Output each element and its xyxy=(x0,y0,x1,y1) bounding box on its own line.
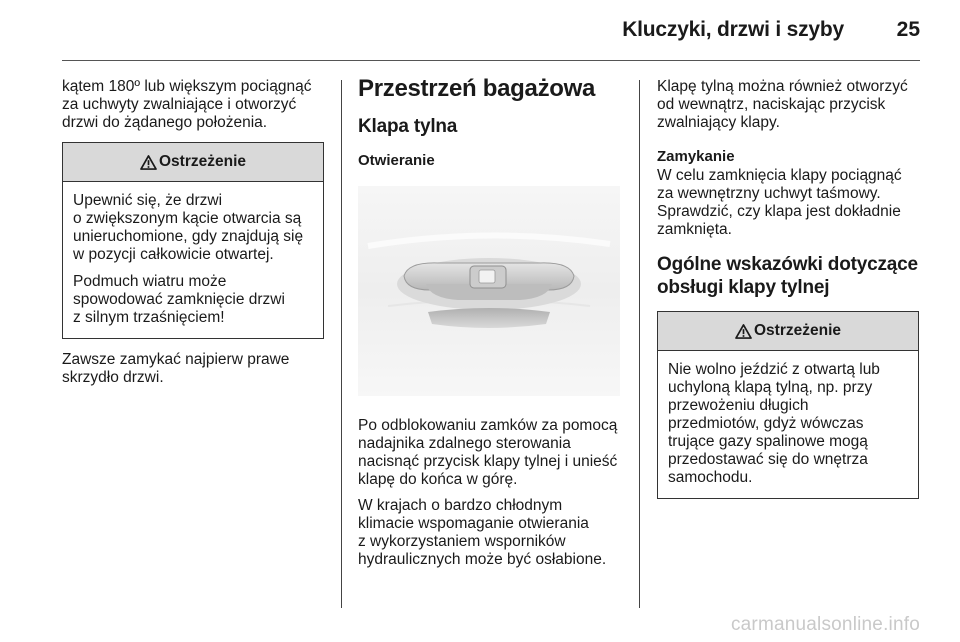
warning-header xyxy=(658,312,918,351)
header-rule xyxy=(62,60,920,61)
subsection-title: Ogólne wskazówki dotyczące obsługi klapy tylnej xyxy=(657,254,918,298)
warning-title: Ostrzeżenie xyxy=(158,153,246,170)
column-middle xyxy=(358,76,620,577)
column-divider xyxy=(341,80,342,608)
section-title: Przestrzeń bagażowa xyxy=(358,75,596,102)
minor-heading: Otwieranie xyxy=(358,152,435,169)
intro-paragraph: kątem 180º lub większym pociągnąć za uchwyty zwalniające i otworzyć drzwi do żądanego położenia. xyxy=(62,78,312,131)
column-divider xyxy=(639,80,640,608)
warning-paragraph: Upewnić się, że drzwi o zwiększonym kącie otwarcia są unieruchomione, gdy znajdują się w pozycji całkowicie otwartej. xyxy=(73,192,304,263)
body-paragraph: Klapę tylną można również otworzyć od wewnątrz, naciskając przycisk zwalniający klapy. xyxy=(657,78,908,131)
outro-paragraph: Zawsze zamykać najpierw prawe skrzydło drzwi. xyxy=(62,351,290,386)
warning-triangle-icon xyxy=(140,155,157,170)
minor-heading: Zamykanie xyxy=(657,148,735,165)
body-paragraph: W krajach o bardzo chłodnym klimacie wspomaganie otwierania z wykorzystaniem wsporników hydraulicznych może być osłabione. xyxy=(358,497,607,568)
warning-header xyxy=(63,143,323,182)
warning-paragraph: Podmuch wiatru może spowodować zamknięcie drzwi z silnym trzaśnięciem! xyxy=(73,273,285,326)
watermark: carmanualsonline.info xyxy=(730,614,920,635)
page-number: 25 xyxy=(896,18,920,41)
warning-box xyxy=(62,142,324,339)
body-paragraph: W celu zamknięcia klapy pociągnąć za wewnętrzny uchwyt taśmowy. Sprawdzić, czy klapa jest dokładnie zamknięta. xyxy=(657,167,902,238)
warning-box xyxy=(657,311,919,499)
body-paragraph: Po odblokowaniu zamków za pomocą nadajnika zdalnego sterowania nacisnąć przycisk klapy tylnej i unieść klapę do końca w górę. xyxy=(358,417,618,488)
tailgate-handle-illustration xyxy=(358,186,620,396)
warning-triangle-icon xyxy=(735,324,752,339)
column-left xyxy=(62,78,324,395)
warning-paragraph: Nie wolno jeździć z otwartą lub uchyloną klapą tylną, np. przy przewożeniu długich przedmiotów, gdyż wówczas trujące gazy spalinowe mogą przedostawać się do wnętrza samochodu. xyxy=(668,361,880,486)
warning-title: Ostrzeżenie xyxy=(753,322,841,339)
running-header-title: Kluczyki, drzwi i szyby xyxy=(622,18,844,41)
subsection-title: Klapa tylna xyxy=(358,116,458,137)
column-right xyxy=(657,78,919,511)
